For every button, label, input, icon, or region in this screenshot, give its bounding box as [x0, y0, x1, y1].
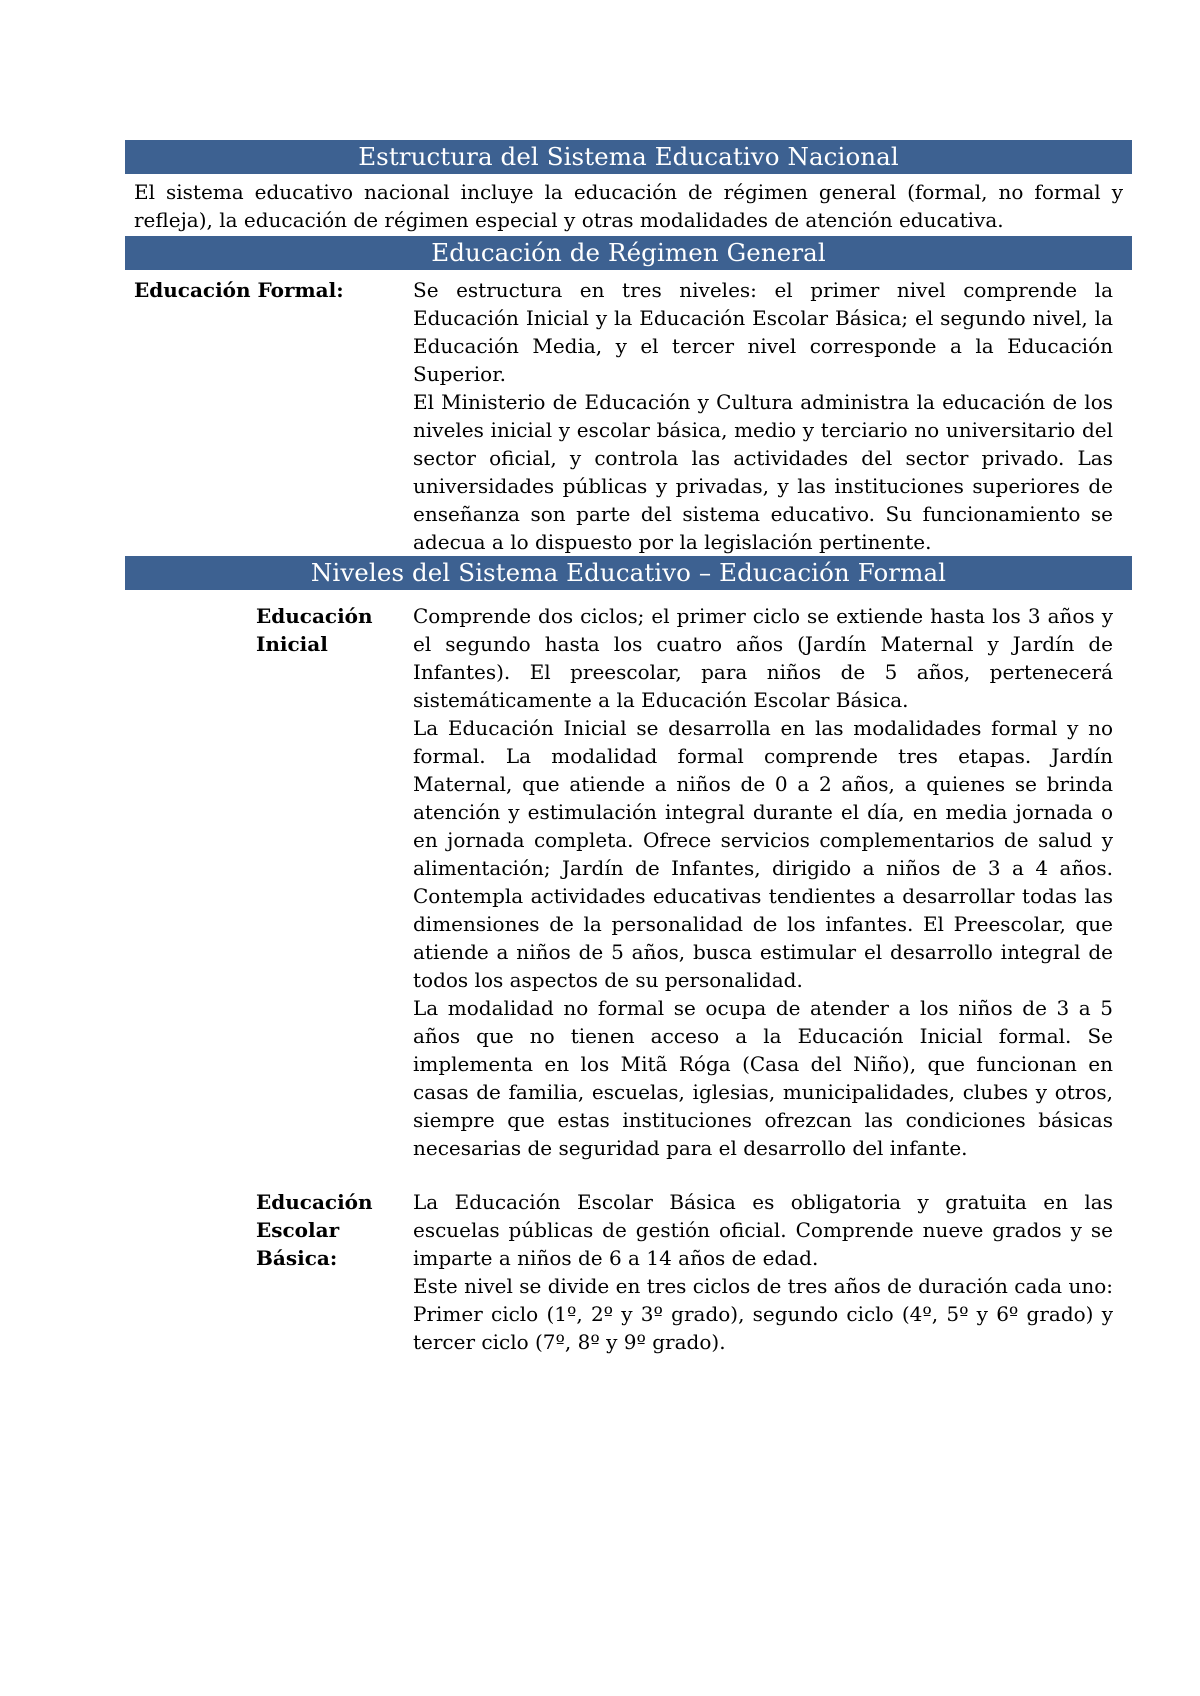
formal-paragraph: El Ministerio de Educación y Cultura administra la educación de los niveles inicial y escolar básica, medio y terciario no universitario del sector oficial, y controla las actividades del sector privado. Las universidades públicas y privadas, y las instituciones superiores de enseñanza son parte del sistema educativo. Su funcionamiento se adecua a lo dispuesto por la legislación pertinente. — [413, 390, 1113, 554]
initial-education-text — [413, 602, 1113, 1162]
basic-school-education-text — [413, 1188, 1113, 1356]
initial-paragraph: La Educación Inicial se desarrolla en las modalidades formal y no formal. La modalidad formal comprende tres etapas. Jardín Maternal, que atiende a niños de 0 a 2 años, a quienes se brinda atención y estimulación integral durante el día, en media jornada o en jornada completa. Ofrece servicios complementarios de salud y alimentación; Jardín de Infantes, dirigido a niños de 3 a 4 años. Contempla actividades educativas tendientes a desarrollar todas las dimensiones de la personalidad de los infantes. El Preescolar, que atiende a niños de 5 años, busca estimular el desarrollo integral de todos los aspectos de su personalidad. — [413, 716, 1113, 992]
formal-education-row — [125, 270, 1132, 556]
initial-education-row — [125, 590, 1132, 1162]
formal-paragraph: Se estructura en tres niveles: el primer nivel comprende la Educación Inicial y la Educación Escolar Básica; el segundo nivel, la Educación Media, y el tercer nivel corresponde a la Educación Superior. — [413, 278, 1113, 386]
section-header-levels: Niveles del Sistema Educativo – Educación Formal — [125, 556, 1132, 590]
formal-education-text — [413, 276, 1113, 556]
basic-school-paragraph: Este nivel se divide en tres ciclos de tres años de duración cada uno: Primer ciclo (1º, 2º y 3º grado), segundo ciclo (4º, 5º y 6º grado) y tercer ciclo (7º, 8º y 9º grado). — [413, 1274, 1113, 1354]
section-header-general-regime: Educación de Régimen General — [125, 236, 1132, 270]
basic-school-paragraph: La Educación Escolar Básica es obligatoria y gratuita en las escuelas públicas de gestión oficial. Comprende nueve grados y se imparte a niños de 6 a 14 años de edad. — [413, 1190, 1113, 1270]
initial-paragraph: Comprende dos ciclos; el primer ciclo se extiende hasta los 3 años y el segundo hasta los cuatro años (Jardín Maternal y Jardín de Infantes). El preescolar, para niños de 5 años, pertenecerá sistemáticamente a la Educación Escolar Básica. — [413, 604, 1113, 712]
initial-paragraph: La modalidad no formal se ocupa de atender a los niños de 3 a 5 años que no tienen acceso a la Educación Inicial formal. Se implementa en los Mitã Róga (Casa del Niño), que funcionan en casas de familia, escuelas, iglesias, municipalidades, clubes y otros, siempre que estas instituciones ofrezcan las condiciones básicas necesarias de seguridad para el desarrollo del infante. — [413, 996, 1113, 1160]
initial-education-label: Educación Inicial — [256, 604, 373, 656]
document-page — [125, 140, 1132, 1356]
intro-paragraph: El sistema educativo nacional incluye la educación de régimen general (formal, no formal y refleja), la educación de régimen especial y otras modalidades de atención educativa. — [134, 180, 1123, 232]
formal-education-label: Educación Formal: — [134, 278, 344, 302]
section-header-structure: Estructura del Sistema Educativo Nacional — [125, 140, 1132, 174]
basic-school-education-row — [125, 1162, 1132, 1356]
basic-school-education-label: Educación Escolar Básica: — [256, 1190, 373, 1270]
